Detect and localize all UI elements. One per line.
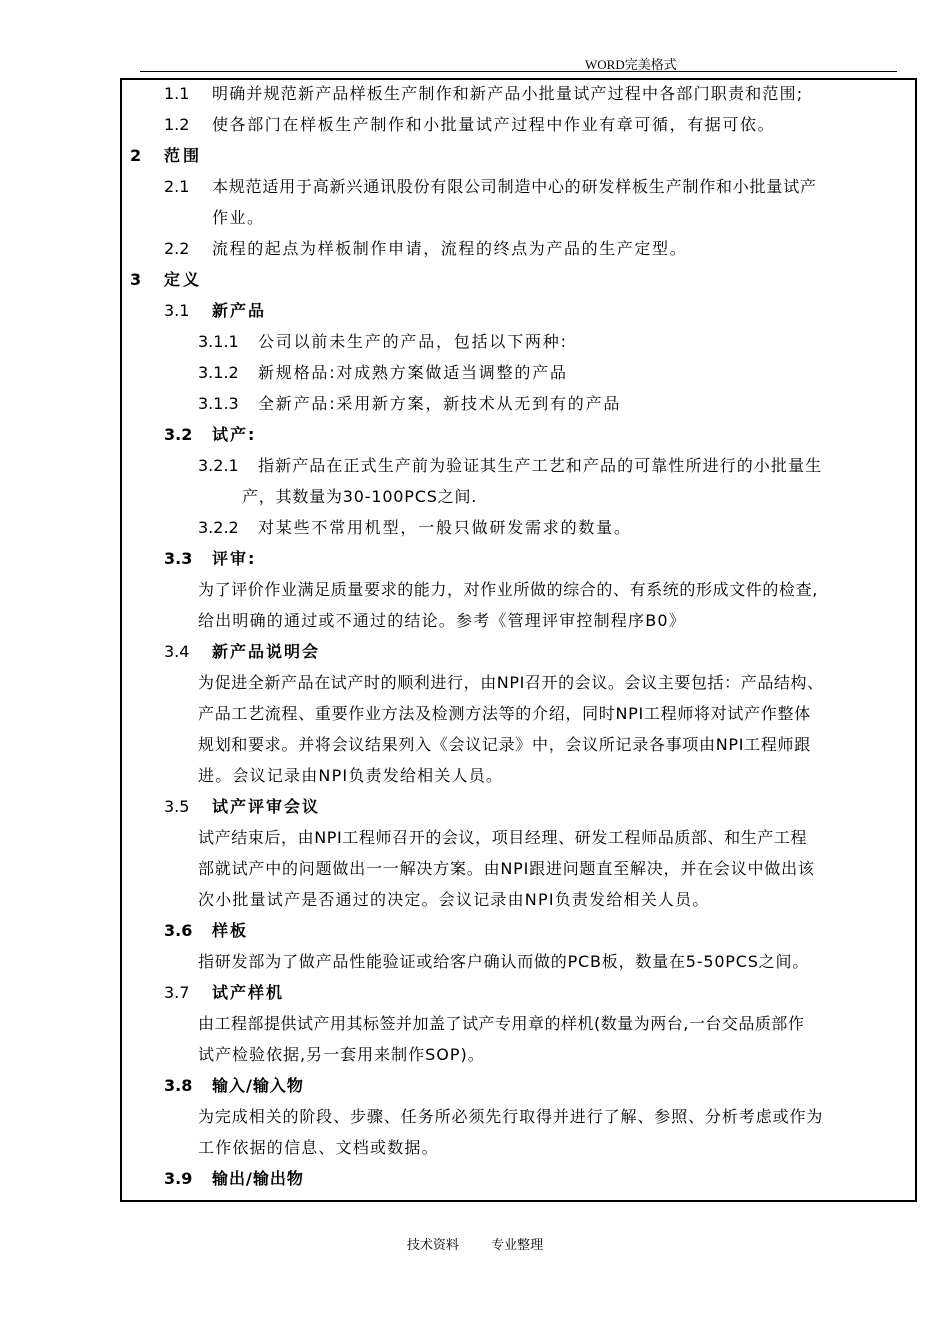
item-title: 评审: [212, 549, 257, 568]
item-number: 3.1.1 [198, 332, 239, 351]
item-text: 作业。 [212, 208, 265, 227]
item-text: 公司以前未生产的产品，包括以下两种: [258, 332, 568, 351]
item-text: 使各部门在样板生产制作和小批量试产过程中作业有章可循，有据可依。 [212, 115, 776, 134]
item-text: 由工程部提供试产用其标签并加盖了试产专用章的样机(数量为两台,一台交品质部作 [198, 1014, 805, 1033]
item-text: 为促进全新产品在试产时的顺利进行，由NPI召开的会议。会议主要包括：产品结构、 [198, 673, 824, 692]
section-number: 2 [130, 146, 142, 165]
item-title: 新产品说明会 [212, 642, 321, 661]
item-text: 指研发部为了做产品性能验证或给客户确认而做的PCB板，数量在5-50PCS之间。 [198, 952, 810, 971]
section-title: 定义 [164, 270, 203, 289]
item-title: 新产品 [212, 301, 267, 320]
item-text: 部就试产中的问题做出一一解决方案。由NPI跟进问题直至解决，并在会议中做出该 [198, 859, 815, 878]
item-number: 3.5 [164, 797, 190, 816]
item-title: 输入/输入物 [212, 1076, 304, 1095]
item-text: 对某些不常用机型，一般只做研发需求的数量。 [258, 518, 632, 537]
item-number: 3.2.2 [198, 518, 239, 537]
item-text: 明确并规范新产品样板生产制作和新产品小批量试产过程中各部门职责和范围; [212, 84, 804, 103]
item-text: 本规范适用于高新兴通讯股份有限公司制造中心的研发样板生产制作和小批量试产 [212, 177, 817, 196]
item-text: 流程的起点为样板制作申请，流程的终点为产品的生产定型。 [212, 239, 688, 258]
item-title: 试产: [212, 425, 257, 444]
item-text: 产品工艺流程、重要作业方法及检测方法等的介绍，同时NPI工程师将对试产作整体 [198, 704, 811, 723]
item-number: 3.9 [164, 1169, 193, 1188]
item-number: 3.1.3 [198, 394, 239, 413]
item-number: 1.2 [164, 115, 190, 134]
item-number: 3.4 [164, 642, 190, 661]
item-text: 规划和要求。并将会议结果列入《会议记录》中，会议所记录各事项由NPI工程师跟 [198, 735, 811, 754]
item-number: 3.7 [164, 983, 190, 1002]
item-number: 2.2 [164, 239, 190, 258]
item-title: 输出/输出物 [212, 1169, 304, 1188]
item-text: 全新产品:采用新方案，新技术从无到有的产品 [258, 394, 622, 413]
item-title: 样板 [212, 921, 249, 940]
item-number: 3.8 [164, 1076, 193, 1095]
footer-right-text: 专业整理 [491, 1238, 544, 1253]
item-number: 1.1 [164, 84, 190, 103]
section-title: 范围 [164, 146, 203, 165]
item-number: 3.2 [164, 425, 193, 444]
item-number: 3.2.1 [198, 456, 239, 475]
item-number: 2.1 [164, 177, 190, 196]
item-number: 3.1.2 [198, 363, 239, 382]
item-text: 工作依据的信息、文档或数据。 [198, 1138, 439, 1157]
page-footer [0, 1234, 950, 1253]
item-number: 3.3 [164, 549, 193, 568]
item-title: 试产评审会议 [212, 797, 321, 816]
item-text: 指新产品在正式生产前为验证其生产工艺和产品的可靠性所进行的小批量生 [258, 456, 823, 475]
item-text: 次小批量试产是否通过的决定。会议记录由NPI负责发给相关人员。 [198, 890, 710, 909]
item-text: 新规格品:对成熟方案做适当调整的产品 [258, 363, 568, 382]
item-text: 进。会议记录由NPI负责发给相关人员。 [198, 766, 504, 785]
item-text: 产，其数量为30-100PCS之间. [242, 487, 478, 506]
item-text: 试产检验依据,另一套用来制作SOP)。 [198, 1045, 485, 1064]
item-number: 3.6 [164, 921, 193, 940]
item-text: 试产结束后，由NPI工程师召开的会议，项目经理、研发工程师品质部、和生产工程 [198, 828, 808, 847]
header-text: WORD完美格式 [585, 57, 677, 72]
item-text: 为完成相关的阶段、步骤、任务所必须先行取得并进行了解、参照、分析考虑或作为 [198, 1107, 824, 1126]
footer-left-text: 技术资料 [406, 1238, 459, 1253]
header-rule [140, 71, 897, 72]
section-number: 3 [130, 270, 142, 289]
item-text: 为了评价作业满足质量要求的能力，对作业所做的综合的、有系统的形成文件的检查, [198, 580, 818, 599]
item-text: 给出明确的通过或不通过的结论。参考《管理评审控制程序B0》 [198, 611, 686, 630]
item-number: 3.1 [164, 301, 190, 320]
item-title: 试产样机 [212, 983, 285, 1002]
